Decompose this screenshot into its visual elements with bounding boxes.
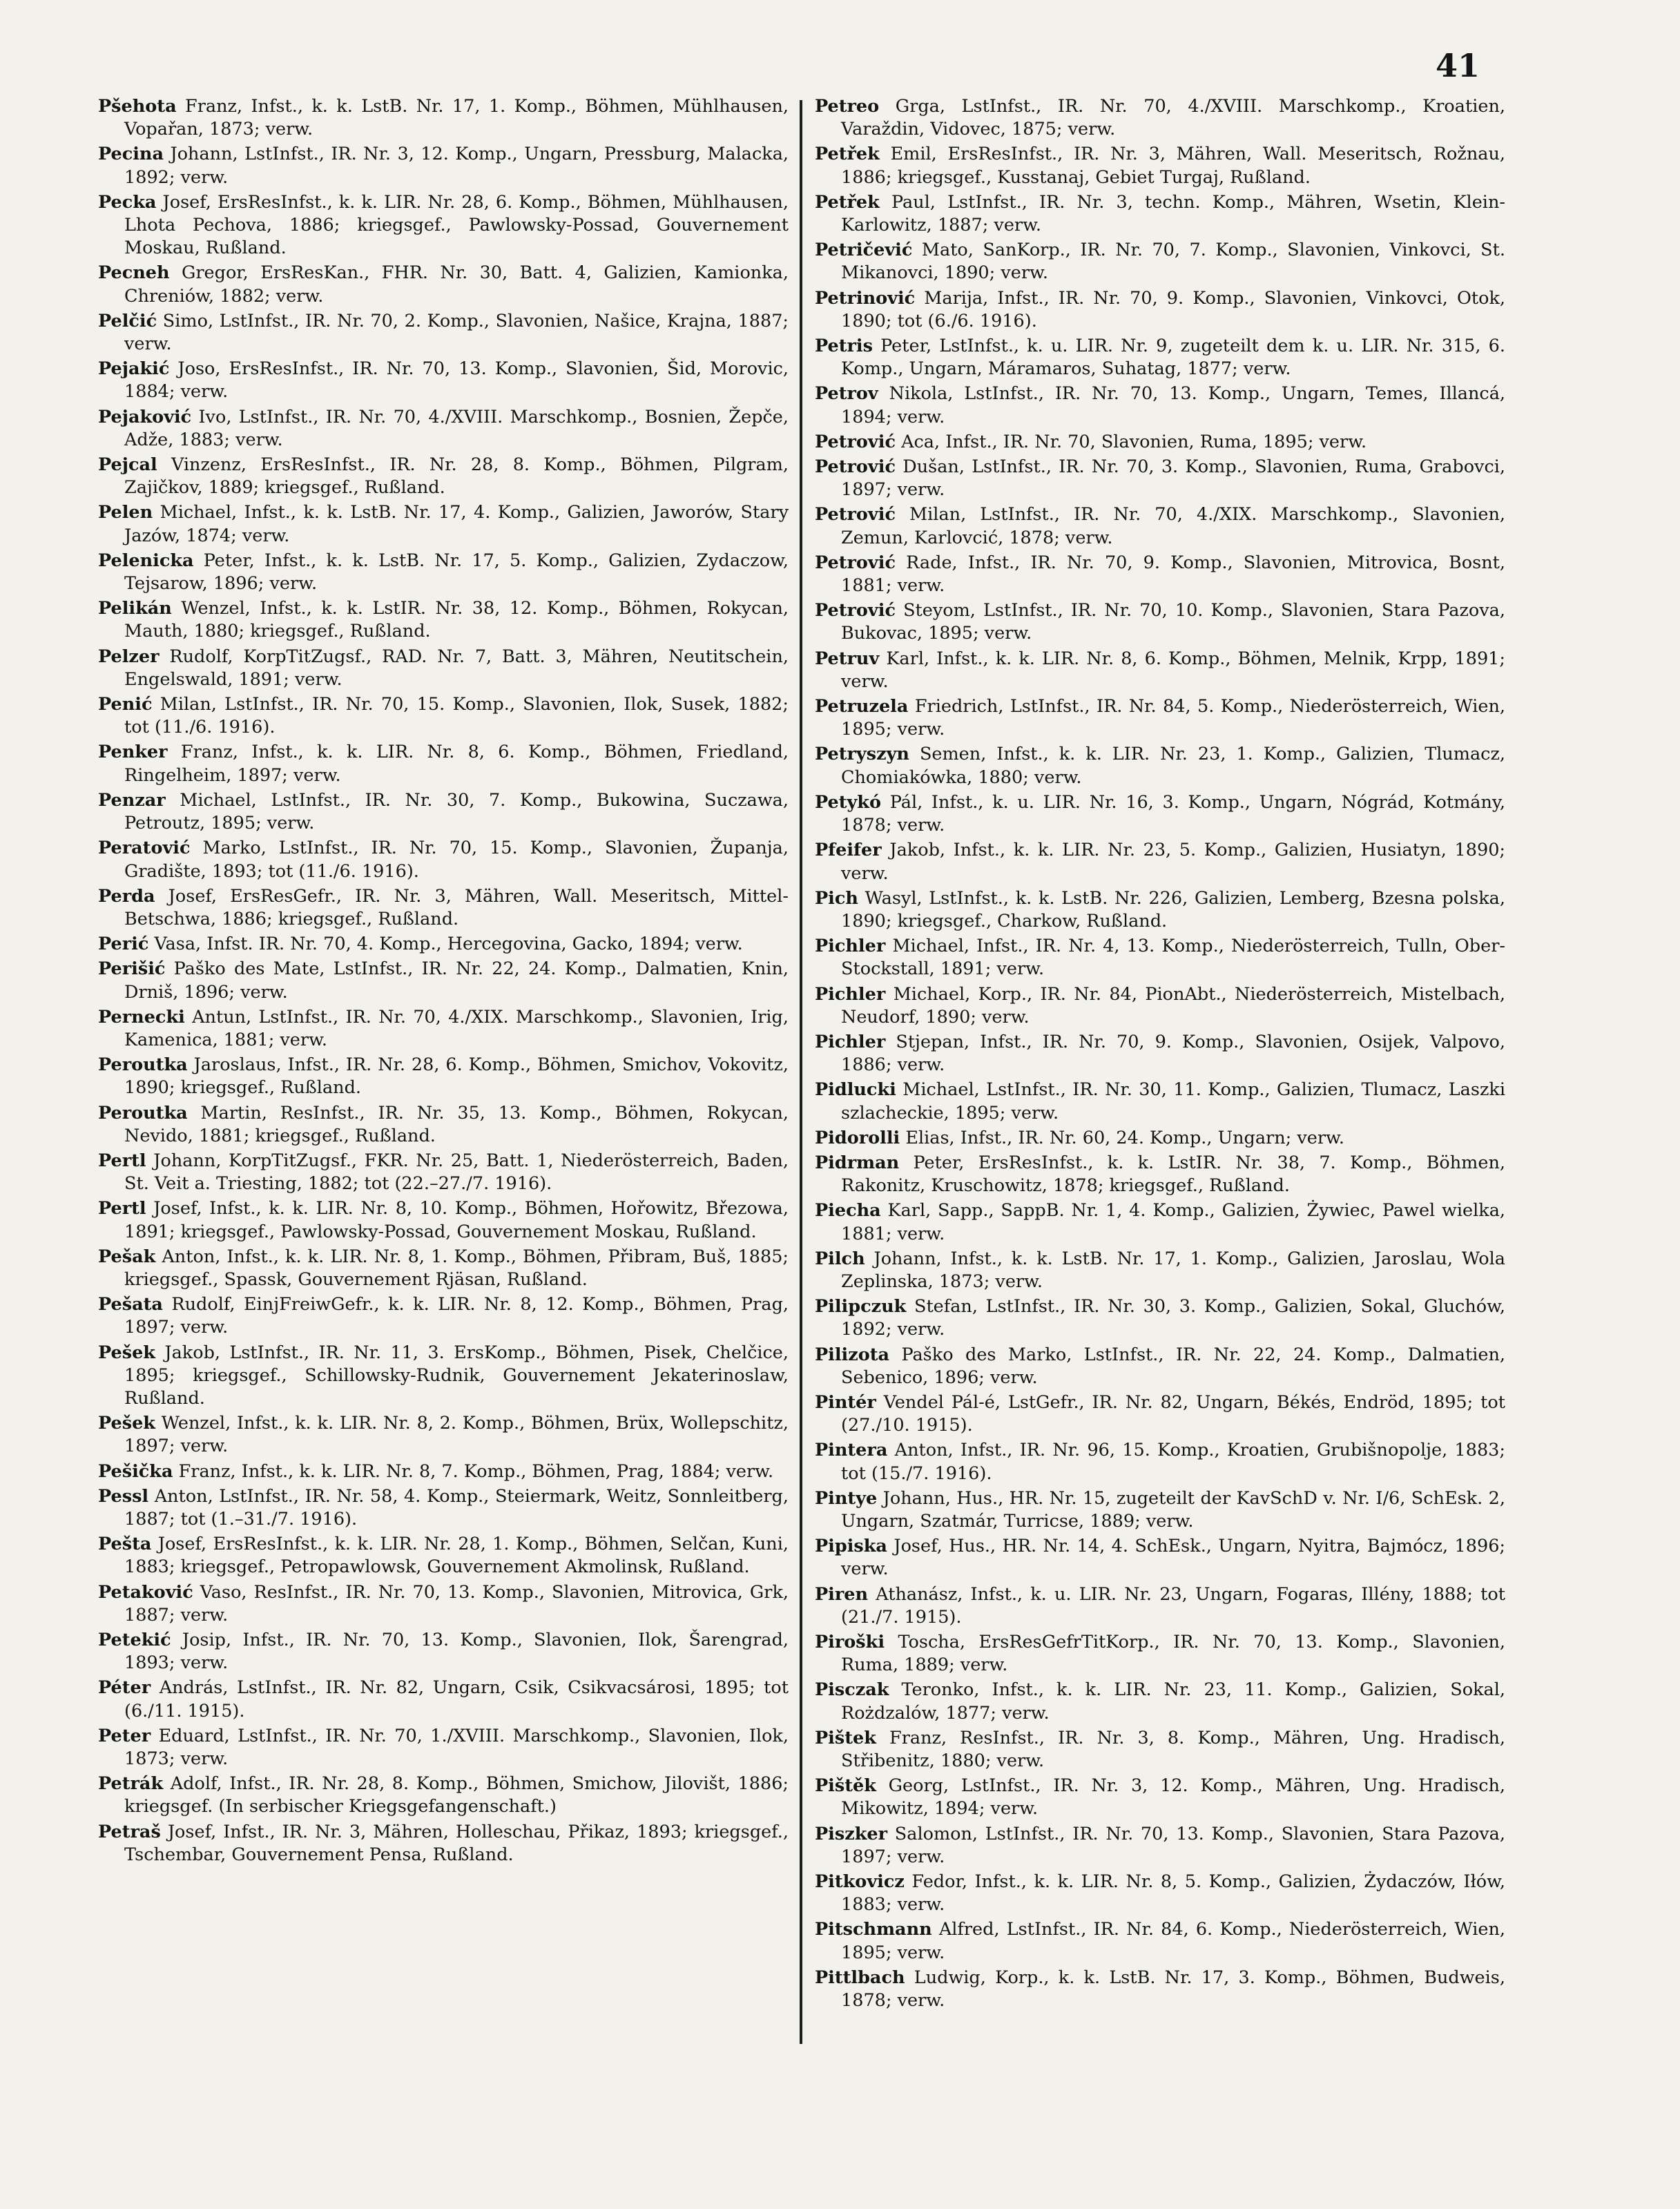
entry-details: Aca, Infst., IR. Nr. 70, Slavonien, Ruma, 1895; verw. — [901, 431, 1367, 452]
list-entry — [98, 1006, 789, 1052]
entry-details: Wenzel, Infst., k. k. LstIR. Nr. 38, 12. Komp., Böhmen, Rokycan, Mauth, 1880; kriegsgef., Rußland. — [124, 598, 789, 642]
entry-surname: Petraš — [98, 1821, 161, 1842]
list-entry — [98, 1246, 789, 1291]
list-entry — [98, 406, 789, 452]
list-entry — [815, 1918, 1505, 1964]
list-entry — [98, 454, 789, 499]
entry-surname: Pelzer — [98, 646, 160, 667]
list-entry — [815, 431, 1505, 454]
entry-details: Wenzel, Infst., k. k. LIR. Nr. 8, 2. Komp., Böhmen, Brüx, Wollepschitz, 1897; verw. — [124, 1413, 789, 1457]
list-entry — [815, 1487, 1505, 1533]
list-entry — [98, 646, 789, 691]
entry-surname: Pichler — [815, 1031, 886, 1052]
entry-surname: Piecha — [815, 1200, 881, 1222]
entry-surname: Petrović — [815, 600, 896, 621]
entry-surname: Peroutka — [98, 1054, 188, 1076]
entry-details: Rade, Infst., IR. Nr. 70, 9. Komp., Slavonien, Mitrovica, Bosnt, 1881; verw. — [841, 552, 1506, 597]
entry-details: Jakob, Infst., k. k. LIR. Nr. 23, 5. Komp., Galizien, Husiatyn, 1890; verw. — [841, 840, 1506, 884]
entry-details: Michael, Infst., k. k. LstB. Nr. 17, 4. Komp., Galizien, Jaworów, Stary Jazów, 1874; verw. — [124, 502, 789, 546]
list-entry — [98, 1485, 789, 1531]
entry-surname: Pipiska — [815, 1536, 887, 1557]
entry-details: Milan, LstInfst., IR. Nr. 70, 4./XIX. Marschkomp., Slavonien, Zemun, Karlovcić, 1878; verw. — [841, 504, 1506, 548]
entry-surname: Pitkovicz — [815, 1871, 905, 1893]
entry-surname: Pilipczuk — [815, 1296, 907, 1318]
entry-details: Michael, LstInfst., IR. Nr. 30, 11. Komp., Galizien, Tlumacz, Laszki szlacheckie, 1895; verw. — [841, 1079, 1505, 1123]
list-entry — [98, 1150, 789, 1195]
entry-surname: Pichler — [815, 936, 886, 957]
list-entry — [815, 791, 1505, 837]
entry-surname: Pešta — [98, 1534, 152, 1555]
entry-details: Peter, Infst., k. k. LstB. Nr. 17, 5. Komp., Galizien, Zydaczow, Tejsarow, 1896; verw. — [124, 550, 789, 595]
list-entry — [815, 839, 1505, 885]
list-entry — [815, 1967, 1505, 2012]
list-entry — [815, 239, 1505, 284]
entry-details: Josef, Infst., k. k. LIR. Nr. 8, 10. Komp., Böhmen, Hořowitz, Březowa, 1891; kriegsgef., Pawlowsky-Possad, Gouvernement Moskau, Rußland. — [124, 1198, 789, 1242]
entry-surname: Petrović — [815, 456, 896, 478]
entry-details: Franz, Infst., k. k. LstB. Nr. 17, 1. Komp., Böhmen, Mühlhausen, Vopařan, 1873; verw. — [124, 96, 789, 140]
list-entry — [98, 597, 789, 643]
entry-details: Wasyl, LstInfst., k. k. LstB. Nr. 226, Galizien, Lemberg, Bzesna polska, 1890; kriegsgef., Charkow, Rußland. — [841, 887, 1505, 932]
entry-details: Vaso, ResInfst., IR. Nr. 70, 13. Komp., Slavonien, Mitrovica, Grk, 1887; verw. — [124, 1581, 789, 1626]
list-entry — [98, 550, 789, 595]
entry-surname: Pejaković — [98, 406, 192, 427]
list-entry — [815, 552, 1505, 597]
entry-surname: Petekić — [98, 1630, 171, 1650]
entry-surname: Pernecki — [98, 1006, 185, 1028]
left-column — [98, 95, 789, 1869]
list-entry — [815, 1391, 1505, 1437]
entry-surname: Petrović — [815, 504, 896, 525]
list-entry — [98, 933, 789, 956]
entry-details: Anton, LstInfst., IR. Nr. 58, 4. Komp., Steiermark, Weitz, Sonnleitberg, 1887; tot (1.–31./7. 1916). — [124, 1485, 789, 1530]
entry-surname: Petris — [815, 336, 873, 357]
entry-details: Toscha, ErsResGefrTitKorp., IR. Nr. 70, 13. Komp., Slavonien, Ruma, 1889; verw. — [841, 1632, 1505, 1676]
entry-details: Fedor, Infst., k. k. LIR. Nr. 8, 5. Komp., Galizien, Żydaczów, Iłów, 1883; verw. — [841, 1871, 1505, 1916]
entry-surname: Pichler — [815, 983, 886, 1005]
entry-surname: Pidlucki — [815, 1079, 896, 1101]
entry-surname: Pecka — [98, 191, 157, 213]
list-entry — [815, 1679, 1505, 1724]
entry-surname: Piszker — [815, 1823, 888, 1844]
entry-details: Marija, Infst., IR. Nr. 70, 9. Komp., Slavonien, Vinkovci, Otok, 1890; tot (6./6. 1916). — [841, 287, 1506, 331]
entry-details: Stjepan, Infst., IR. Nr. 70, 9. Komp., Slavonien, Osijek, Valpovo, 1886; verw. — [841, 1031, 1505, 1076]
entry-details: Johann, KorpTitZugsf., FKR. Nr. 25, Batt. 1, Niederösterreich, Baden, St. Veit a. Triesting, 1882; tot (22.–27./7. 1916). — [124, 1150, 789, 1195]
entry-details: Peter, ErsResInfst., k. k. LstIR. Nr. 38, 7. Komp., Böhmen, Rakonitz, Kruschowitz, 1878; kriegsgef., Rußland. — [841, 1152, 1505, 1197]
entry-details: Semen, Infst., k. k. LIR. Nr. 23, 1. Komp., Galizien, Tlumacz, Chomiakówka, 1880; verw. — [841, 744, 1505, 788]
entry-details: Vasa, Infst. IR. Nr. 70, 4. Komp., Hercegovina, Gacko, 1894; verw. — [154, 934, 743, 955]
list-entry — [815, 1199, 1505, 1245]
list-entry — [98, 693, 789, 739]
list-entry — [98, 1773, 789, 1818]
list-entry — [815, 1439, 1505, 1485]
entry-details: Athanász, Infst., k. u. LIR. Nr. 23, Ungarn, Fogaras, Illény, 1888; tot (21./7. 1915). — [841, 1583, 1505, 1628]
entry-details: Ludwig, Korp., k. k. LstB. Nr. 17, 3. Komp., Böhmen, Budweis, 1878; verw. — [841, 1967, 1505, 2012]
list-entry — [98, 789, 789, 835]
entry-surname: Pelčić — [98, 310, 157, 331]
list-entry — [98, 1054, 789, 1099]
entry-surname: Péter — [98, 1677, 151, 1699]
entry-details: Karl, Infst., k. k. LIR. Nr. 8, 6. Komp., Böhmen, Melnik, Krpp, 1891; verw. — [841, 648, 1505, 692]
entry-details: Johann, Infst., k. k. LstB. Nr. 17, 1. Komp., Galizien, Jaroslau, Wola Zeplinska, 1873; verw. — [841, 1248, 1506, 1292]
entry-details: Gregor, ErsResKan., FHR. Nr. 30, Batt. 4, Galizien, Kamionka, Chreniów, 1882; verw. — [124, 262, 789, 307]
entry-surname: Pich — [815, 887, 858, 909]
entry-surname: Pejcal — [98, 454, 157, 476]
entry-surname: Pisczak — [815, 1679, 889, 1701]
entry-details: Vinzenz, ErsResInfst., IR. Nr. 28, 8. Komp., Böhmen, Pilgram, Zajičkov, 1889; kriegsgef., Rußland. — [124, 454, 789, 499]
entry-surname: Pertl — [98, 1150, 146, 1171]
entry-details: Peter, LstInfst., k. u. LIR. Nr. 9, zugeteilt dem k. u. LIR. Nr. 315, 6. Komp., Ungarn, Máramaros, Suhatag, 1877; verw. — [841, 336, 1505, 380]
entry-surname: Pšehota — [98, 96, 177, 117]
entry-details: Franz, Infst., k. k. LIR. Nr. 8, 6. Komp., Böhmen, Friedland, Ringelheim, 1897; verw. — [124, 742, 789, 786]
entry-details: Anton, Infst., k. k. LIR. Nr. 8, 1. Komp., Böhmen, Přibram, Buš, 1885; kriegsgef., Spassk, Gouvernement Rjäsan, Rußland. — [124, 1246, 789, 1290]
entry-surname: Pintér — [815, 1391, 876, 1413]
entry-details: Adolf, Infst., IR. Nr. 28, 8. Komp., Böhmen, Smichow, Jilovišt, 1886; kriegsgef. (In serbischer Kriegsgefangenschaft.) — [124, 1773, 789, 1817]
entry-details: Jakob, LstInfst., IR. Nr. 11, 3. ErsKomp., Böhmen, Pisek, Chelčice, 1895; kriegsgef., Schillowsky-Rudnik, Gouvernement Jekaterinoslaw, Rußland. — [124, 1342, 789, 1409]
entry-details: Paul, LstInfst., IR. Nr. 3, techn. Komp., Mähren, Wsetin, Klein-Karlowitz, 1887; verw. — [841, 191, 1505, 236]
entry-details: Michael, Infst., IR. Nr. 4, 13. Komp., Niederösterreich, Tulln, Ober-Stockstall, 1891; verw. — [841, 936, 1506, 980]
entry-surname: Piren — [815, 1583, 869, 1605]
entry-surname: Petrović — [815, 552, 896, 573]
list-entry — [815, 983, 1505, 1029]
entry-surname: Petričević — [815, 240, 913, 261]
entry-details: András, LstInfst., IR. Nr. 82, Ungarn, Csik, Csikvacsárosi, 1895; tot (6./11. 1915). — [124, 1677, 789, 1721]
entry-surname: Pištěk — [815, 1775, 876, 1797]
list-entry — [815, 1079, 1505, 1124]
entry-surname: Pištek — [815, 1727, 876, 1748]
list-entry — [815, 599, 1505, 645]
entry-surname: Pelen — [98, 502, 153, 523]
list-entry — [815, 1295, 1505, 1341]
entry-details: Anton, Infst., IR. Nr. 96, 15. Komp., Kroatien, Grubišnopolje, 1883; tot (15./7. 1916). — [841, 1440, 1506, 1484]
entry-details: Alfred, LstInfst., IR. Nr. 84, 6. Komp., Niederösterreich, Wien, 1895; verw. — [841, 1919, 1505, 1963]
list-entry — [98, 1293, 789, 1339]
entry-details: Simo, LstInfst., IR. Nr. 70, 2. Komp., Slavonien, Našice, Krajna, 1887; verw. — [124, 310, 789, 355]
entry-surname: Petrinović — [815, 287, 916, 309]
entry-details: Vendel Pál-é, LstGefr., IR. Nr. 82, Ungarn, Békés, Endröd, 1895; tot (27./10. 1915). — [841, 1391, 1505, 1436]
entry-surname: Petaković — [98, 1581, 193, 1603]
list-entry — [98, 1821, 789, 1866]
entry-surname: Pešek — [98, 1413, 155, 1434]
entry-details: Ivo, LstInfst., IR. Nr. 70, 4./XVIII. Marschkomp., Bosnien, Žepče, Adže, 1883; verw. — [124, 406, 789, 450]
list-entry — [98, 262, 789, 307]
list-entry — [98, 1102, 789, 1148]
entry-details: Martin, ResInfst., IR. Nr. 35, 13. Komp., Böhmen, Rokycan, Nevido, 1881; kriegsgef., Rußland. — [124, 1102, 789, 1146]
entry-surname: Pittlbach — [815, 1967, 905, 1988]
entry-details: Grga, LstInfst., IR. Nr. 70, 4./XVIII. Marschkomp., Kroatien, Varaždin, Vidovec, 1875; verw. — [841, 96, 1505, 140]
entry-surname: Pešak — [98, 1246, 156, 1267]
entry-details: Milan, LstInfst., IR. Nr. 70, 15. Komp., Slavonien, Ilok, Susek, 1882; tot (11./6. 1916). — [124, 694, 789, 738]
right-column — [815, 95, 1505, 2014]
entry-surname: Petykó — [815, 791, 881, 813]
list-entry — [815, 1583, 1505, 1629]
entry-details: Josef, Hus., HR. Nr. 14, 4. SchEsk., Ungarn, Nyitra, Bajmócz, 1896; verw. — [841, 1536, 1506, 1580]
entry-surname: Petrák — [98, 1773, 164, 1795]
list-entry — [815, 695, 1505, 741]
entry-surname: Pfeifer — [815, 840, 882, 861]
list-entry — [98, 501, 789, 547]
entry-surname: Petřek — [815, 144, 880, 165]
entry-surname: Pintye — [815, 1487, 878, 1509]
entry-surname: Petryszyn — [815, 744, 909, 765]
list-entry — [98, 1533, 789, 1579]
entry-details: Antun, LstInfst., IR. Nr. 70, 4./XIX. Marschkomp., Slavonien, Irig, Kamenica, 1881; verw. — [124, 1006, 789, 1050]
entry-details: Elias, Infst., IR. Nr. 60, 24. Komp., Ungarn; verw. — [905, 1127, 1344, 1148]
list-entry — [815, 1631, 1505, 1677]
entry-details: Johann, Hus., HR. Nr. 15, zugeteilt der KavSchD v. Nr. I/6, SchEsk. 2, Ungarn, Szatmár, Turricse, 1889; verw. — [841, 1487, 1505, 1532]
entry-details: Josef, ErsResGefr., IR. Nr. 3, Mähren, Wall. Meseritsch, Mittel-Betschwa, 1886; kriegsgef., Rußland. — [124, 885, 789, 929]
entry-details: Joso, ErsResInfst., IR. Nr. 70, 13. Komp., Slavonien, Šid, Morovic, 1884; verw. — [124, 358, 789, 403]
entry-surname: Petruv — [815, 648, 880, 669]
list-entry — [98, 1581, 789, 1627]
list-entry — [815, 648, 1505, 693]
list-entry — [98, 837, 789, 882]
entry-surname: Pilizota — [815, 1344, 890, 1365]
entry-details: Josef, Infst., IR. Nr. 3, Mähren, Holleschau, Přikaz, 1893; kriegsgef., Tschembar, Gouvernement Pensa, Rußland. — [124, 1821, 789, 1865]
list-entry — [98, 143, 789, 189]
entry-surname: Petruzela — [815, 696, 909, 717]
list-entry — [98, 1342, 789, 1411]
entry-surname: Pessl — [98, 1485, 149, 1507]
list-entry — [815, 95, 1505, 141]
list-entry — [815, 1152, 1505, 1197]
entry-surname: Penzar — [98, 789, 166, 811]
entry-details: Michael, Korp., IR. Nr. 84, PionAbt., Niederösterreich, Mistelbach, Neudorf, 1890; verw. — [841, 983, 1506, 1028]
entry-surname: Penker — [98, 742, 168, 763]
entry-surname: Petrović — [815, 431, 896, 452]
list-entry — [98, 1412, 789, 1458]
list-entry — [815, 1344, 1505, 1389]
list-entry — [815, 887, 1505, 933]
entry-surname: Pešek — [98, 1342, 155, 1363]
list-entry — [815, 1031, 1505, 1077]
list-entry — [98, 1677, 789, 1722]
entry-details: Michael, LstInfst., IR. Nr. 30, 7. Komp., Bukowina, Suczawa, Petroutz, 1895; verw. — [124, 789, 789, 834]
entry-details: Dušan, LstInfst., IR. Nr. 70, 3. Komp., Slavonien, Ruma, Grabovci, 1897; verw. — [841, 456, 1505, 501]
list-entry — [815, 191, 1505, 237]
entry-details: Steyom, LstInfst., IR. Nr. 70, 10. Komp., Slavonien, Stara Pazova, Bukovac, 1895; verw. — [841, 600, 1505, 644]
entry-surname: Petřek — [815, 191, 880, 213]
list-entry — [98, 885, 789, 931]
list-entry — [815, 456, 1505, 501]
list-entry — [815, 143, 1505, 189]
entry-details: Karl, Sapp., SappB. Nr. 1, 4. Komp., Galizien, Żywiec, Pawel wielka, 1881; verw. — [841, 1200, 1505, 1244]
entry-details: Paško des Marko, LstInfst., IR. Nr. 22, 24. Komp., Dalmatien, Sebenico, 1896; verw. — [841, 1344, 1506, 1388]
entry-details: Josef, ErsResInfst., k. k. LIR. Nr. 28, 6. Komp., Böhmen, Mühlhausen, Lhota Pechova, 1886; kriegsgef., Pawlowsky-Possad, Gouvernement Moskau, Rußland. — [124, 191, 789, 259]
list-entry — [98, 95, 789, 141]
list-entry — [815, 935, 1505, 981]
list-entry — [815, 743, 1505, 789]
entry-surname: Pelikán — [98, 598, 172, 619]
entry-surname: Perda — [98, 885, 155, 907]
list-entry — [815, 1127, 1505, 1150]
entry-surname: Pertl — [98, 1198, 146, 1219]
entry-details: Paško des Mate, LstInfst., IR. Nr. 22, 24. Komp., Dalmatien, Knin, Drniš, 1896; verw. — [124, 958, 789, 1003]
entry-surname: Pešička — [98, 1460, 173, 1482]
entry-details: Eduard, LstInfst., IR. Nr. 70, 1./XVIII. Marschkomp., Slavonien, Ilok, 1873; verw. — [124, 1725, 789, 1770]
entry-details: Franz, ResInfst., IR. Nr. 3, 8. Komp., Mähren, Ung. Hradisch, Střibenitz, 1880; verw. — [841, 1727, 1505, 1772]
entry-surname: Pilch — [815, 1248, 865, 1269]
entry-surname: Penić — [98, 694, 153, 715]
entry-surname: Pitschmann — [815, 1919, 932, 1940]
list-entry — [98, 310, 789, 356]
entry-surname: Pintera — [815, 1440, 888, 1461]
entry-surname: Petreo — [815, 96, 880, 117]
list-entry — [98, 741, 789, 787]
entry-surname: Pecina — [98, 144, 164, 165]
entry-surname: Pelenicka — [98, 550, 194, 571]
column-divider — [800, 100, 802, 2044]
entry-details: Emil, ErsResInfst., IR. Nr. 3, Mähren, Wall. Meseritsch, Rožnau, 1886; kriegsgef., Kusstanaj, Gebiet Turgaj, Rußland. — [841, 144, 1505, 188]
list-entry — [98, 191, 789, 260]
list-entry — [815, 383, 1505, 428]
entry-details: Johann, LstInfst., IR. Nr. 3, 12. Komp., Ungarn, Pressburg, Malacka, 1892; verw. — [124, 144, 789, 188]
list-entry — [815, 1535, 1505, 1581]
entry-details: Josip, Infst., IR. Nr. 70, 13. Komp., Slavonien, Ilok, Šarengrad, 1893; verw. — [124, 1630, 789, 1674]
entry-details: Georg, LstInfst., IR. Nr. 3, 12. Komp., Mähren, Ung. Hradisch, Mikowitz, 1894; verw. — [841, 1775, 1506, 1820]
entry-details: Marko, LstInfst., IR. Nr. 70, 15. Komp., Slavonien, Županja, Gradište, 1893; tot (11./6. 1916). — [124, 838, 789, 882]
entry-surname: Pecneh — [98, 262, 170, 284]
entry-details: Jaroslaus, Infst., IR. Nr. 28, 6. Komp., Böhmen, Smichov, Vokovitz, 1890; kriegsgef., Rußland. — [124, 1054, 789, 1099]
entry-surname: Perić — [98, 934, 149, 955]
list-entry — [815, 287, 1505, 333]
list-entry — [98, 1460, 789, 1483]
list-entry — [98, 958, 789, 1003]
entry-surname: Pidorolli — [815, 1127, 900, 1148]
list-entry — [98, 1725, 789, 1771]
entry-surname: Peter — [98, 1725, 151, 1746]
entry-surname: Pešata — [98, 1294, 163, 1315]
entry-surname: Petrov — [815, 383, 878, 405]
list-entry — [815, 503, 1505, 549]
list-entry — [815, 1727, 1505, 1773]
entry-details: Mato, SanKorp., IR. Nr. 70, 7. Komp., Slavonien, Vinkovci, St. Mikanovci, 1890; verw. — [841, 240, 1505, 284]
entry-details: Teronko, Infst., k. k. LIR. Nr. 23, 11. Komp., Galizien, Sokal, Rożdzalów, 1877; verw. — [841, 1679, 1505, 1724]
list-entry — [98, 1197, 789, 1243]
list-entry — [98, 1629, 789, 1675]
entry-details: Rudolf, KorpTitZugsf., RAD. Nr. 7, Batt. 3, Mähren, Neutitschein, Engelswald, 1891; verw. — [124, 646, 789, 690]
entry-details: Friedrich, LstInfst., IR. Nr. 84, 5. Komp., Niederösterreich, Wien, 1895; verw. — [841, 696, 1505, 740]
entry-surname: Peratović — [98, 838, 191, 859]
entry-surname: Pidrman — [815, 1152, 900, 1173]
entry-details: Josef, ErsResInfst., k. k. LIR. Nr. 28, 1. Komp., Böhmen, Selčan, Kuni, 1883; kriegsgef., Petropawlowsk, Gouvernement Akmolinsk, Rußland. — [124, 1534, 789, 1578]
entry-surname: Peroutka — [98, 1102, 188, 1123]
list-entry — [815, 1823, 1505, 1869]
list-entry — [815, 1248, 1505, 1293]
list-entry — [815, 335, 1505, 380]
entry-details: Rudolf, EinjFreiwGefr., k. k. LIR. Nr. 8, 12. Komp., Böhmen, Prag, 1897; verw. — [124, 1294, 789, 1338]
page-number: 41 — [1435, 47, 1480, 84]
entry-surname: Piroški — [815, 1632, 885, 1652]
entry-surname: Pejakić — [98, 358, 170, 380]
entry-details: Franz, Infst., k. k. LIR. Nr. 8, 7. Komp., Böhmen, Prag, 1884; verw. — [178, 1460, 774, 1482]
entry-surname: Perišić — [98, 958, 166, 980]
entry-details: Salomon, LstInfst., IR. Nr. 70, 13. Komp., Slavonien, Stara Pazova, 1897; verw. — [841, 1823, 1505, 1867]
entry-details: Stefan, LstInfst., IR. Nr. 30, 3. Komp., Galizien, Sokal, Gluchów, 1892; verw. — [841, 1296, 1506, 1340]
list-entry — [98, 358, 789, 403]
entry-details: Pál, Infst., k. u. LIR. Nr. 16, 3. Komp., Ungarn, Nógrád, Kotmány, 1878; verw. — [841, 791, 1505, 836]
list-entry — [815, 1775, 1505, 1820]
entry-details: Nikola, LstInfst., IR. Nr. 70, 13. Komp., Ungarn, Temes, Illancá, 1894; verw. — [841, 383, 1506, 427]
list-entry — [815, 1871, 1505, 1916]
